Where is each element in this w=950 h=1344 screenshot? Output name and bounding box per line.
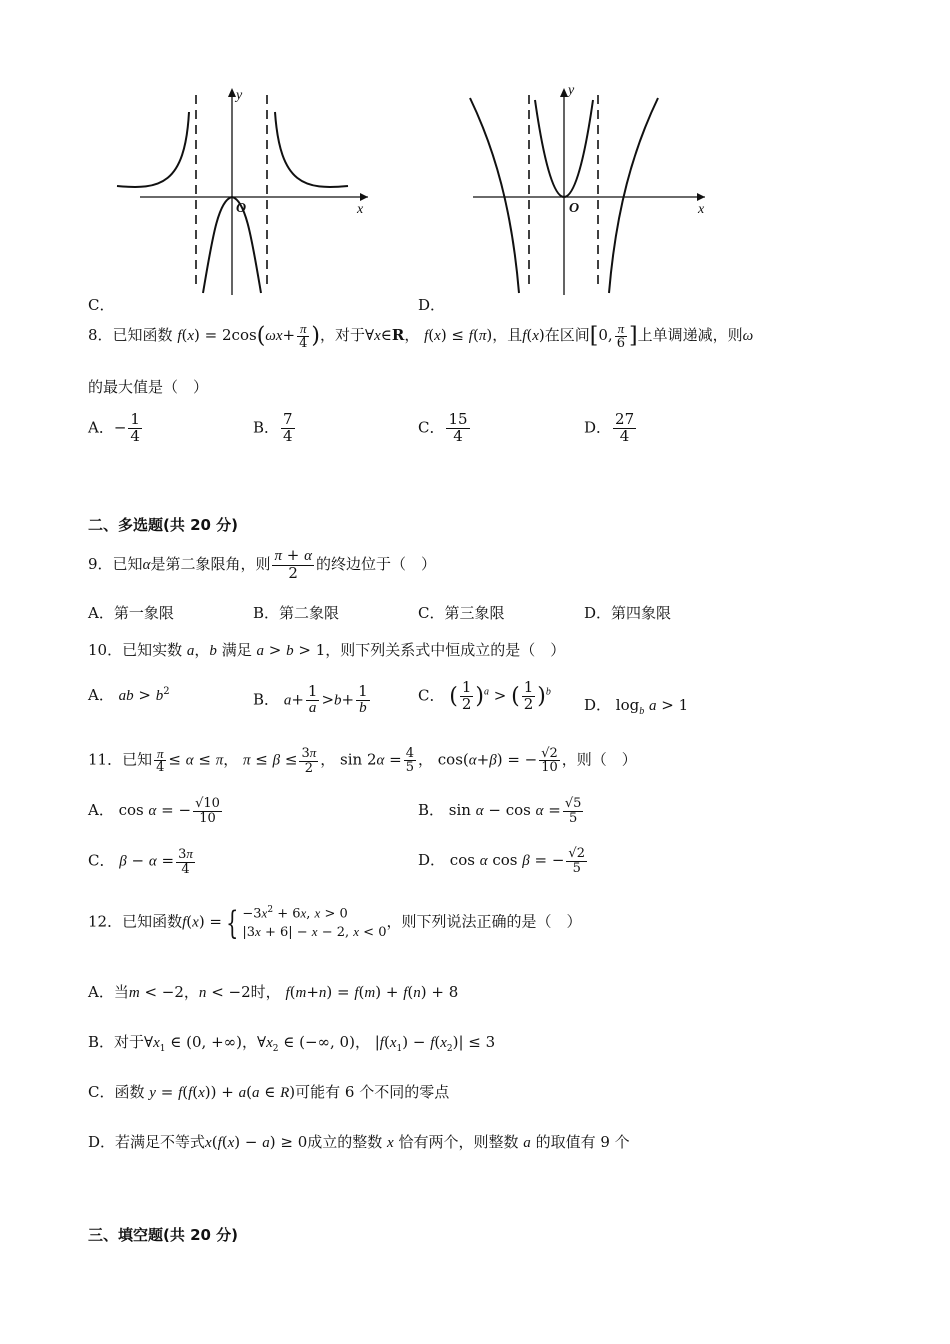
q9-option-a: A．第一象限 — [88, 604, 174, 622]
function-graphs — [0, 0, 950, 320]
q9-option-b: B．第二象限 — [253, 604, 340, 622]
q11-option-d: D． cos α cos β = − $\frac{√2}{5}$ — [418, 846, 585, 876]
q10-option-c: C． ( $\frac{1}{2}$ )$^a$ > ( $\frac{1}{2}$ )$^b$ — [418, 678, 551, 713]
graph-c — [117, 88, 368, 295]
question-8: 8．已知函数 f(x) = 2cos(ωx+ $\frac{\pi}{4}$ )，对于∀x∈R， f(x) ≤ f(π)，且f(x)在区间[0, $\frac{\pi}{6}$ ]上单调递减，则ω — [88, 321, 754, 351]
q12-option-b: B．对于$\forall x_1$ ∈ (0, +∞)，$\forall x_2$ ∈ (−∞, 0)， $|f(x_1) - f(x_2)| \le 3$ — [88, 1033, 496, 1054]
graph-d — [470, 88, 705, 295]
q12-option-d: D．若满足不等式x(f(x) − a) ≥ 0成立的整数 x 恰有两个，则整数 a 的取值有 9 个 — [88, 1133, 630, 1151]
q10-option-b: B． a+ $\frac{1}{a}$ >b+ $\frac{1}{b}$ — [253, 682, 368, 716]
q11-option-a: A． cos α = − $\frac{√10}{10}$ — [88, 796, 220, 826]
question-12: 12．已知函数f(x) = { $-3x^2 + 6x$, x > 0 |3x + 6| − x − 2, x < 0 ，则下列说法正确的是（ ） — [88, 903, 582, 942]
q10-option-a: A． ab > $b^2$ — [88, 686, 170, 704]
q8-option-a: A．− $\frac{1}{4}$ — [88, 410, 140, 445]
section-2-title: 二、多选题(共 20 分) — [88, 516, 239, 534]
q8-option-c: C． $\frac{15}{4}$ — [418, 410, 468, 445]
q10-option-d: D． $\log_b a > 1$ — [584, 696, 689, 717]
graph-d-label: D． — [418, 296, 446, 314]
graph-d-origin: O — [569, 201, 580, 216]
question-9: 9．已知α是第二象限角，则 $\frac{\pi + \alpha}{2}$ 的终边位于（ ） — [88, 546, 436, 582]
question-10: 10．已知实数 a，b 满足 a > b > 1，则下列关系式中恒成立的是（ ） — [88, 641, 566, 659]
graph-c-x-label: x — [357, 202, 364, 217]
q8-line2: 的最大值是（ ） — [88, 378, 209, 396]
q9-option-d: D．第四象限 — [584, 604, 672, 622]
graph-c-y-label: y — [236, 88, 243, 103]
q8-option-b: B． $\frac{7}{4}$ — [253, 410, 293, 445]
graph-c-origin: O — [236, 201, 247, 216]
q12-option-a: A．当m < −2，n < −2时， f(m+n) = f(m) + f(n) + 8 — [88, 983, 459, 1001]
graph-c-label: C． — [88, 296, 115, 314]
graph-d-x-label: x — [698, 202, 705, 217]
graph-d-y-label: y — [568, 83, 575, 98]
q11-option-b: B． sin α − cos α = $\frac{√5}{5}$ — [418, 796, 582, 826]
q8-option-d: D． $\frac{27}{4}$ — [584, 410, 635, 445]
q12-option-c: C．函数 y = f(f(x)) + a(a ∈ R)可能有 6 个不同的零点 — [88, 1083, 450, 1101]
q9-option-c: C．第三象限 — [418, 604, 505, 622]
q11-option-c: C． β − α = $\frac{3\pi}{4}$ — [88, 846, 193, 877]
question-11: 11．已知 $\frac{\pi}{4}$ ≤ α ≤ π， π ≤ β ≤ $\frac{3\pi}{2}$ ， sin 2α = $\frac{4}{5}$ ， cos(α+β) = − $\frac{√2}{10}$ ，则（ ） — [88, 745, 637, 776]
q8-num: 8． — [88, 326, 113, 345]
section-3-title: 三、填空题(共 20 分) — [88, 1226, 239, 1244]
